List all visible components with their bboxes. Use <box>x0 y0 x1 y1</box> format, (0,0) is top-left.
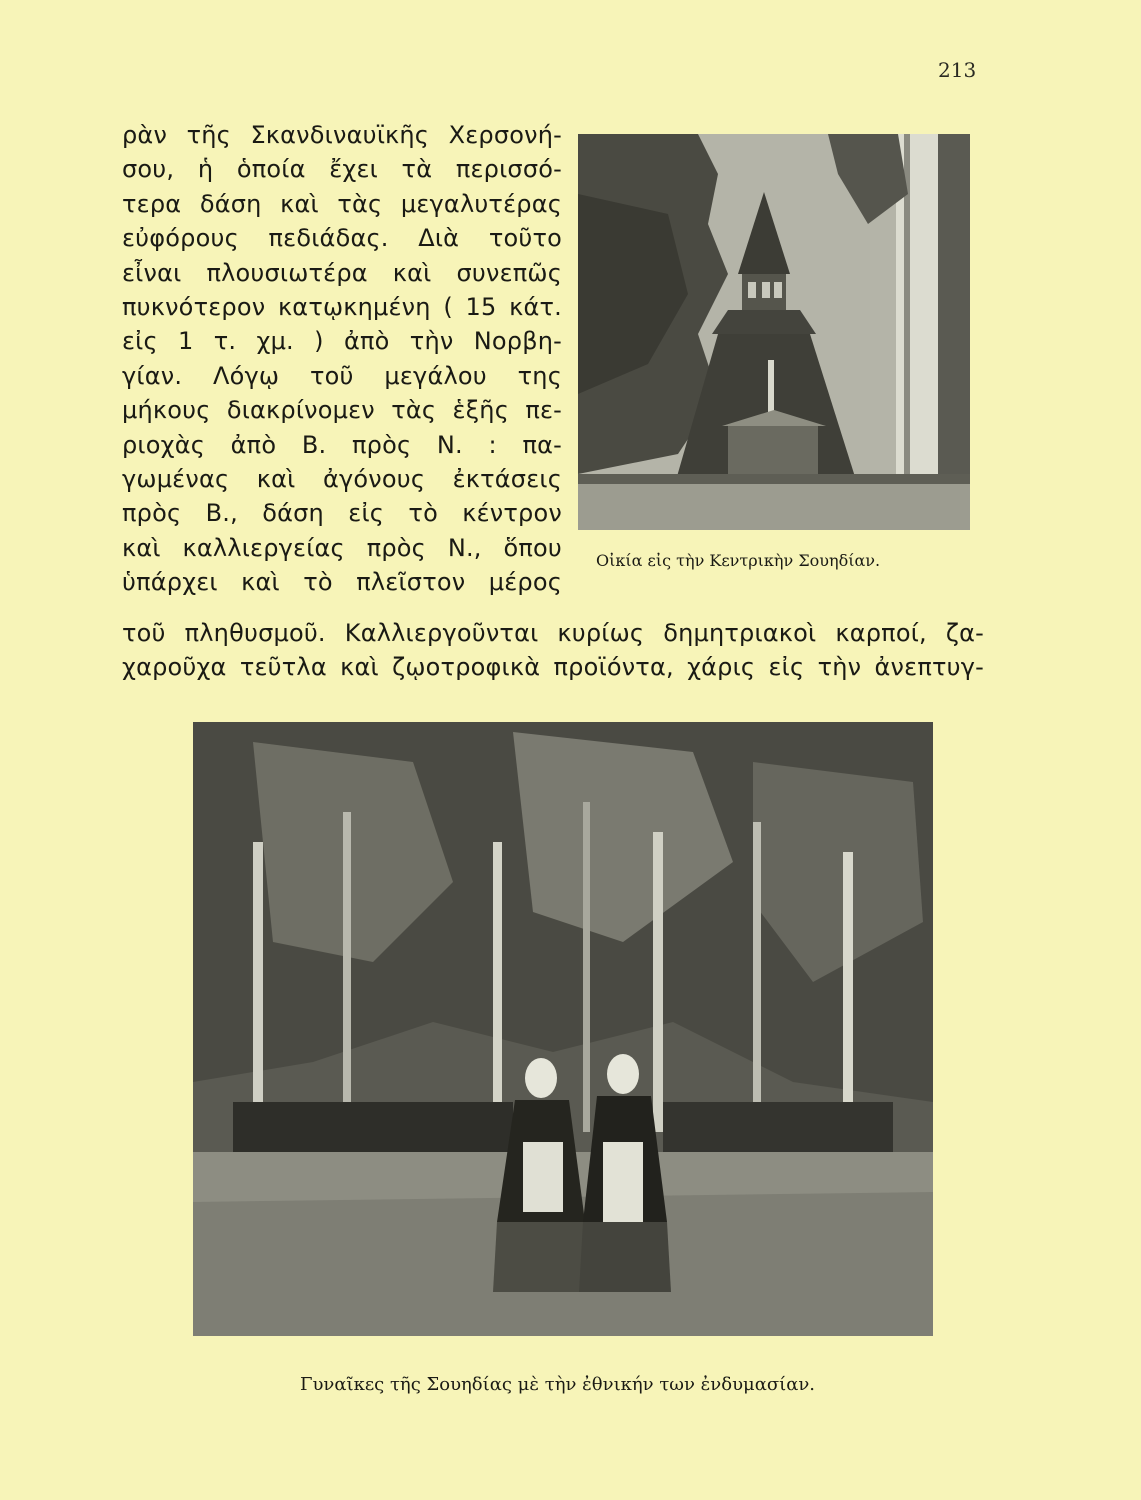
park-caption: Γυναῖκες τῆς Σουηδίας μὲ τὴν ἐθνικήν των ἐνδυμασίαν. <box>300 1374 816 1395</box>
text-line: πυκνότερον κατῳκημένη ( 15 κάτ. <box>122 293 562 322</box>
church-photo <box>578 134 970 530</box>
text-line: ριοχὰς ἀπὸ Β. πρὸς Ν. : πα- <box>122 430 562 459</box>
text-line: γίαν. Λόγῳ τοῦ μεγάλου της <box>122 361 562 390</box>
text-line: γωμένας καὶ ἀγόνους ἐκτάσεις <box>122 465 562 494</box>
text-line: σου, ἡ ὁποία ἔχει τὰ περισσό- <box>122 155 562 184</box>
text-line: εὐφόρους πεδιάδας. Διὰ τοῦτο <box>122 224 562 253</box>
park-illustration <box>193 722 933 1336</box>
text-line: μήκους διακρίνομεν τὰς ἑξῆς πε- <box>122 396 562 425</box>
church-caption: Οἰκία εἰς τὴν Κεντρικὴν Σουηδίαν. <box>596 551 881 570</box>
text-line: ρὰν τῆς Σκανδιναυϊκῆς Χερσονή- <box>122 121 562 149</box>
body-text-full <box>122 616 984 685</box>
park-photo <box>193 722 933 1336</box>
church-illustration <box>578 134 970 530</box>
text-line: χαροῦχα τεῦτλα καὶ ζῳοτροφικὰ προϊόντα, χάρις εἰς τὴν ἀνεπτυγ- <box>122 653 984 682</box>
page-number: 213 <box>938 58 977 82</box>
text-line: εἶναι πλουσιωτέρα καὶ συνεπῶς <box>122 258 562 287</box>
text-line: εἰς 1 τ. χμ. ) ἀπὸ τὴν Νορβη- <box>122 327 562 356</box>
text-line: τοῦ πληθυσμοῦ. Καλλιεργοῦνται κυρίως δημητριακοὶ καρποί, ζα- <box>122 619 984 647</box>
text-line: πρὸς Β., δάση εἰς τὸ κέντρον <box>122 499 562 528</box>
body-text-narrow <box>122 118 562 600</box>
text-line: ὑπάρχει καὶ τὸ πλεῖστον μέρος <box>122 568 562 597</box>
text-line: καὶ καλλιεργείας πρὸς Ν., ὅπου <box>122 533 562 562</box>
text-line: τερα δάση καὶ τὰς μεγαλυτέρας <box>122 189 562 218</box>
